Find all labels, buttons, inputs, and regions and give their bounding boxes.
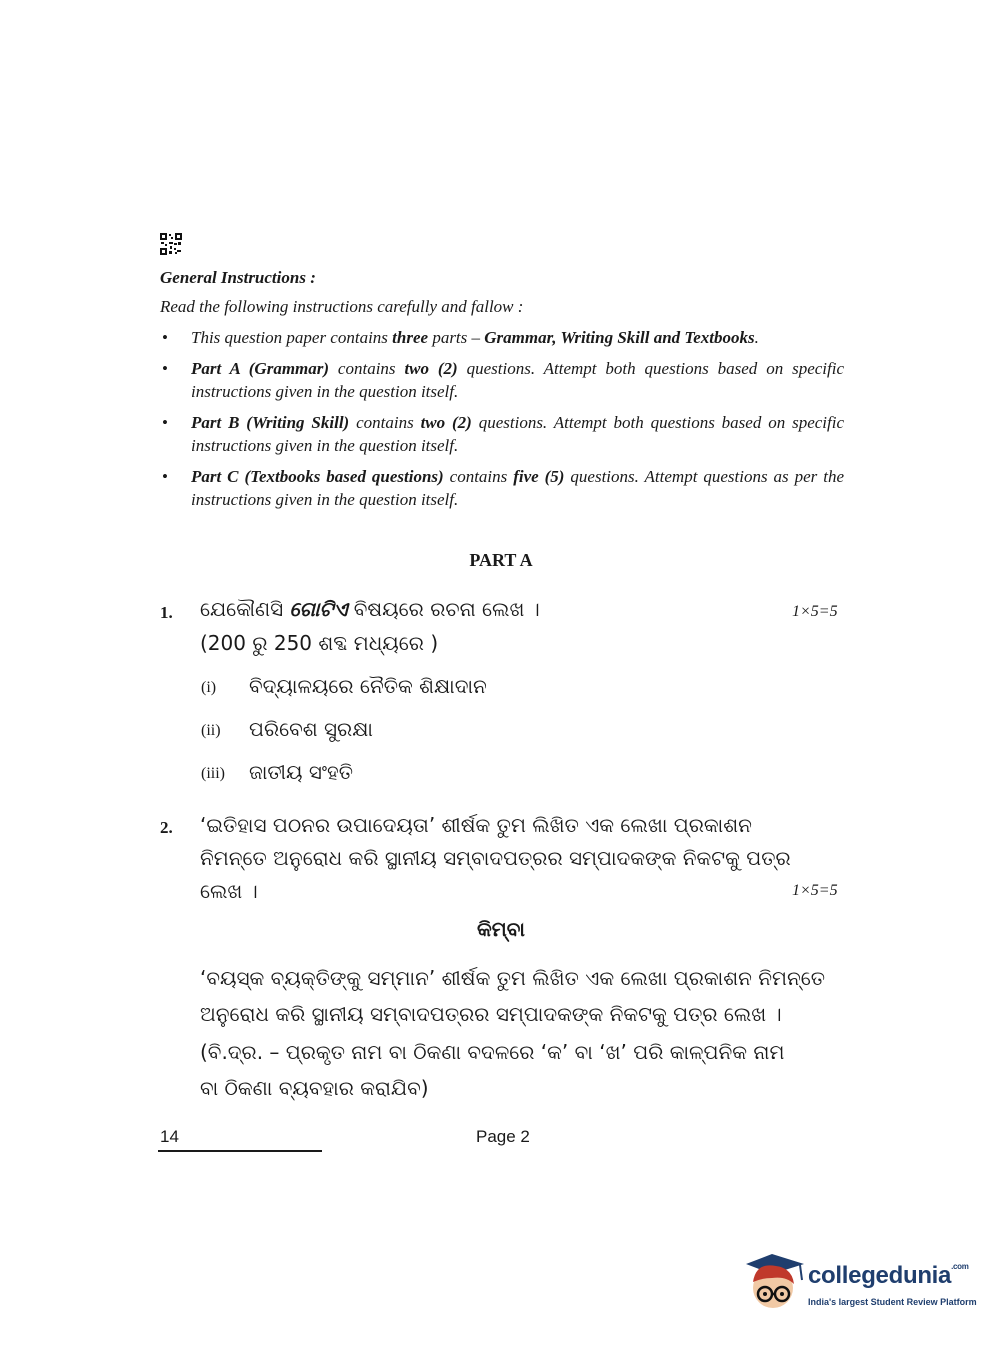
page-number: Page 2: [476, 1127, 530, 1146]
question-2-note: (ବି.ଦ୍ର. – ପ୍ରକୃତ ନାମ ବା ଠିକଣା ବଦଳରେ ‘କ’ ବା ‘ଖ’ ପରି କାଳ୍ପନିକ ନାମ: [200, 1040, 785, 1064]
question-2-alt-line: ଅନୁରୋଧ କରି ସ୍ଥାନୀୟ ସମ୍ବାଦପତ୍ରର ସମ୍ପାଦକଙ୍କ ନିକଟକୁ ପତ୍ର ଲେଖ ।: [200, 1002, 782, 1026]
instruction-item: • This question paper contains three parts – Grammar, Writing Skill and Textbooks.: [162, 328, 759, 347]
paper-code: 14: [160, 1127, 179, 1146]
instruction-item: • Part C (Textbooks based questions) contains five (5) questions. Attempt questions as per the instructions given in the question itself.: [162, 467, 844, 509]
question-2-line: ନିମନ୍ତେ ଅନୁରୋଧ କରି ସ୍ଥାନୀୟ ସମ୍ବାଦପତ୍ରର ସମ୍ପାଦକଙ୍କ ନିକଟକୁ ପତ୍ର: [200, 846, 791, 870]
option-number: (iii): [201, 765, 225, 782]
question-2-line: ଲେଖ ।: [200, 879, 258, 903]
or-divider: କିମ୍ବା: [477, 917, 525, 941]
option-text: ପରିବେଶ ସୁରକ୍ଷା: [249, 717, 373, 741]
question-1-marks: 1×5=5: [792, 603, 838, 620]
question-1-word-limit: (200 ରୁ 250 ଶବ୍ଦ ମଧ୍ୟରେ ): [200, 631, 439, 655]
instructions-subtitle: Read the following instructions carefully and fallow :: [160, 297, 524, 316]
question-2-note: ବା ଠିକଣା ବ୍ୟବହାର କରାଯିବ): [200, 1076, 429, 1100]
collegedunia-mascot-icon: [742, 1250, 806, 1314]
logo-tagline: India's largest Student Review Platform: [808, 1297, 977, 1307]
instructions-title: General Instructions :: [160, 268, 316, 287]
question-2-alt-line: ‘ବୟସ୍କ ବ୍ୟକ୍ତିଙ୍କୁ ସମ୍ମାନ’ ଶୀର୍ଷକ ତୁମ ଲିଖିତ ଏକ ଲେଖା ପ୍ରକାଶନ ନିମନ୍ତେ: [200, 966, 826, 990]
footer-divider: [158, 1150, 322, 1152]
logo-text: collegedunia$^{.com}$: [808, 1262, 969, 1289]
instruction-item: • Part A (Grammar) contains two (2) questions. Attempt both questions based on specific instructions given in the question itself.: [162, 359, 844, 401]
part-heading: PART A: [469, 550, 533, 570]
question-2-number: 2.: [160, 818, 173, 837]
question-1-prompt: ଯେକୌଣସି ଗୋଟିଏ ବିଷୟରେ ରଚନା ଲେଖ ।: [200, 597, 540, 621]
option-number: (ii): [201, 722, 221, 739]
option-text: ବିଦ୍ୟାଳୟରେ ନୈତିକ ଶିକ୍ଷାଦାନ: [249, 674, 487, 698]
instruction-item: • Part B (Writing Skill) contains two (2) questions. Attempt both questions based on specific instructions given in the question itself.: [162, 413, 845, 455]
qr-code-icon: [160, 233, 182, 255]
question-1-number: 1.: [160, 603, 173, 622]
option-number: (i): [201, 679, 217, 696]
instructions-list: [160, 326, 844, 519]
question-2-line: ‘ଇତିହାସ ପଠନର ଉପାଦେୟତା’ ଶୀର୍ଷକ ତୁମ ଲିଖିତ ଏକ ଲେଖା ପ୍ରକାଶନ: [200, 813, 752, 837]
question-2-marks: 1×5=5: [792, 882, 838, 899]
option-text: ଜାତୀୟ ସଂହତି: [249, 760, 353, 784]
